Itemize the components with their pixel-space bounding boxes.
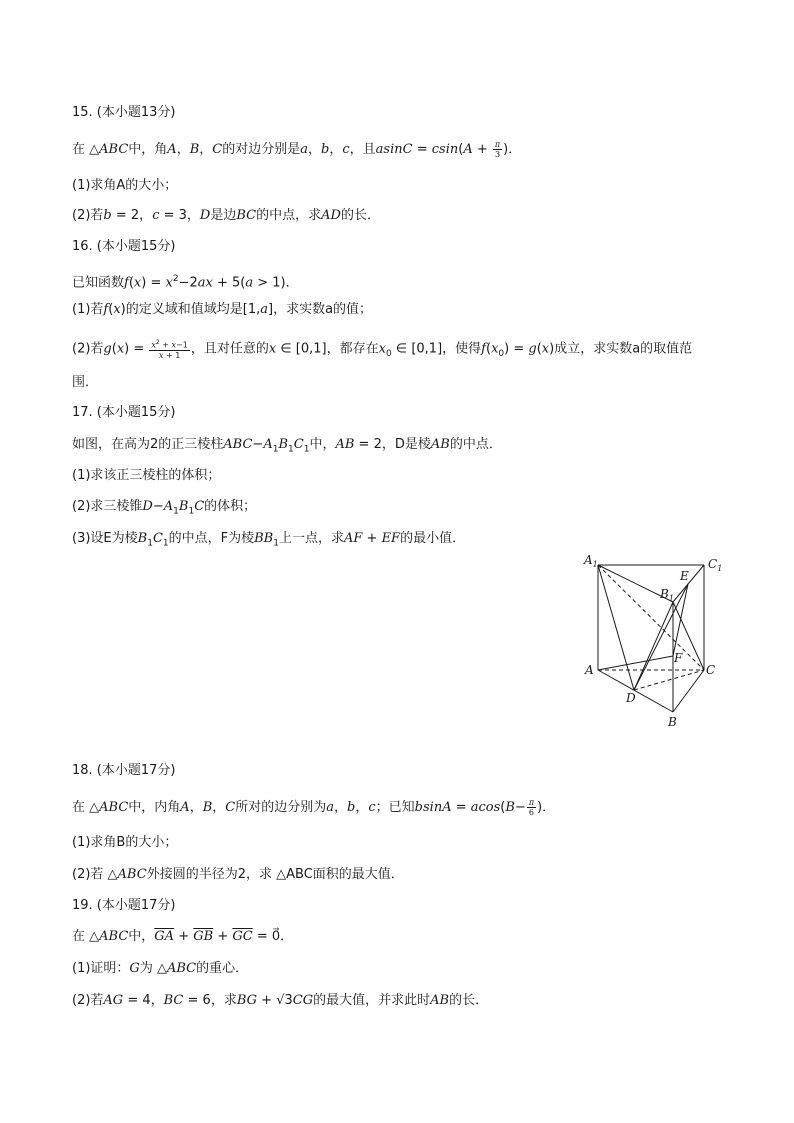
q19-stem: 在 △ABC中，$\overline{GA} + \overline{GB} + \overline{GC}$ = 0⃗． — [72, 929, 294, 944]
edge-d-c — [634, 670, 704, 690]
q18-part1: (1)求角B的大小； — [72, 835, 178, 850]
q15-header: 15. (本小题13分) — [72, 105, 176, 120]
label-f: F — [674, 651, 683, 665]
q15-part2: (2)若b = 2，c = 3，D是边BC的中点，求AD的长． — [72, 208, 380, 223]
edge-d-b1 — [634, 602, 673, 690]
q19-header: 19. (本小题17分) — [72, 898, 176, 913]
label-a: A — [585, 663, 594, 677]
q16-header: 16. (本小题15分) — [72, 239, 176, 254]
q15-stem: 在 △ABC中，角A，B，C的对边分别是a，b，c，且asinC = csin(A + $\frac{\pi}{3}$ )． — [72, 140, 522, 159]
q16-stem: 已知函数$f(x) = x^2-2ax + 5(a > 1)$． — [72, 274, 299, 291]
q18-header: 18. (本小题17分) — [72, 763, 176, 778]
q15-part1: (1)求角A的大小； — [72, 178, 178, 193]
label-b1: $B_1$ — [660, 587, 674, 603]
q17-part1: (1)求该正三棱柱的体积； — [72, 468, 221, 483]
q19-part2: (2)若AG = 4，BC = 6，求BG + √3CG的最大值，并求此时AB的长． — [72, 993, 489, 1008]
label-a1: $A_1$ — [584, 553, 598, 569]
q17-part3: (3)设E为棱$B_1C_1$的中点，F为棱$BB_1$上一点，求AF + EF的最小值． — [72, 531, 466, 549]
label-c: C — [706, 663, 716, 677]
q18-part2: (2)若 △ABC外接圆的半径为2，求 △ABC面积的最大值． — [72, 867, 404, 882]
q16-part1: (1)若f(x)的定义域和值域均是[1,a]，求实数a的值； — [72, 302, 373, 317]
q17-part2: (2)求三棱锥$D-A_1B_1C$的体积； — [72, 499, 257, 517]
q16-part2: (2)若g(x) = $\frac{x^2 + x-1}{x + 1}$ ，且对任意的x ∈ [0,1]，都存在$x_0$ ∈ [0,1]，使得$f(x_0) = g(x)$成立，求实数a的取值范 — [72, 339, 693, 360]
q16-part2-cont: 围． — [72, 375, 99, 390]
q19-part1: (1)证明：G为 △ABC的重心． — [72, 961, 249, 976]
q18-stem: 在 △ABC中，内角A，B，C所对的边分别为a，b，c；已知bsinA = acos(B− $\frac{\pi}{6}$ )． — [72, 798, 556, 817]
edge-a1-d — [598, 565, 634, 690]
edge-b-c — [673, 670, 704, 712]
q17-stem: 如图，在高为2的正三棱柱$ABC-A_1B_1C_1$中，AB = 2，D是棱AB的中点． — [72, 437, 502, 455]
label-d: D — [626, 691, 636, 705]
edge-a-f — [598, 656, 673, 670]
edge-f-e — [673, 584, 688, 656]
label-e: E — [680, 569, 689, 583]
label-b: B — [668, 715, 677, 729]
prism-figure — [578, 552, 728, 732]
q17-header: 17. (本小题15分) — [72, 405, 176, 420]
label-c1: $C_1$ — [708, 557, 723, 573]
